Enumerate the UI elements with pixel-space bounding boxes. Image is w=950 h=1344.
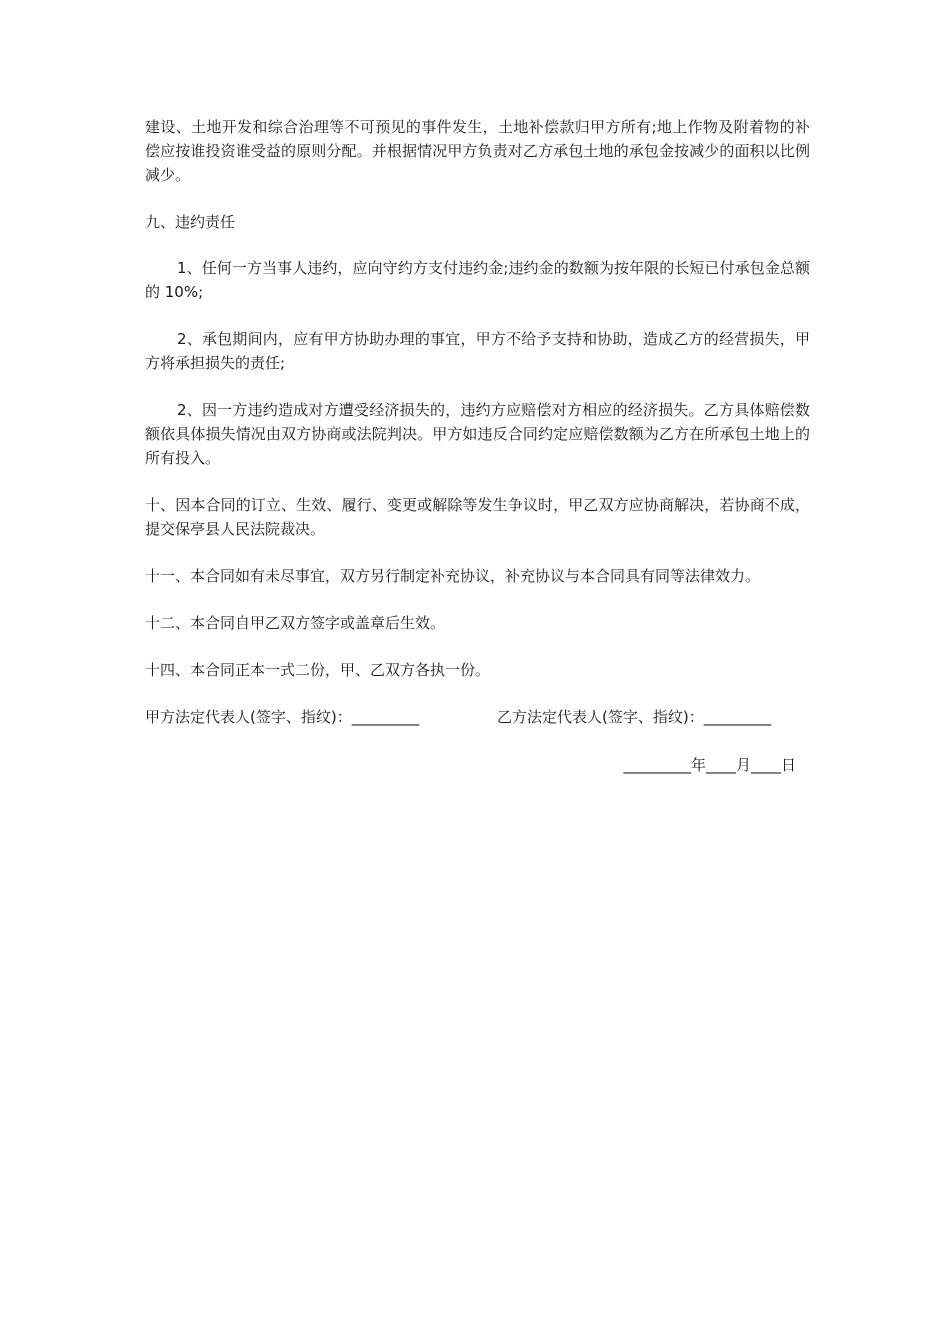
paragraph-continuation: 建设、土地开发和综合治理等不可预见的事件发生，土地补偿款归甲方所有;地上作物及附着物的补偿应按谁投资谁受益的原则分配。并根据情况甲方负责对乙方承包土地的承包金按减少的面积以比例减少。 bbox=[145, 118, 810, 184]
clause-9-1: 1、任何一方当事人违约，应向守约方支付违约金;违约金的数额为按年限的长短已付承包金总额的 10%; bbox=[145, 259, 810, 301]
party-b-signature-line: 乙方法定代表人(签字、指纹)：_________ bbox=[497, 708, 772, 726]
section-ten-dispute: 十、因本合同的订立、生效、履行、变更或解除等发生争议时，甲乙双方应协商解决，若协商不成，提交保亭县人民法院裁决。 bbox=[145, 496, 810, 538]
section-heading-breach-liability: 九、违约责任 bbox=[145, 213, 236, 231]
section-fourteen-copies: 十四、本合同正本一式二份，甲、乙双方各执一份。 bbox=[145, 661, 491, 679]
date-line: _________年____月____日 bbox=[623, 756, 796, 774]
signature-row bbox=[145, 705, 810, 729]
clause-9-2b: 2、因一方违约造成对方遭受经济损失的，违约方应赔偿对方相应的经济损失。乙方具体赔偿数额依具体损失情况由双方协商或法院判决。甲方如违反合同约定应赔偿数额为乙方在所承包土地上的所有投入。 bbox=[145, 401, 810, 467]
section-twelve-effective: 十二、本合同自甲乙双方签字或盖章后生效。 bbox=[145, 614, 446, 632]
party-a-signature-line: 甲方法定代表人(签字、指纹)：_________ bbox=[145, 708, 420, 726]
date-row bbox=[145, 753, 810, 777]
section-eleven-supplement: 十一、本合同如有未尽事宜，双方另行制定补充协议，补充协议与本合同具有同等法律效力。 bbox=[145, 567, 761, 585]
clause-9-2a: 2、承包期间内，应有甲方协助办理的事宜，甲方不给予支持和协助，造成乙方的经营损失，甲方将承担损失的责任; bbox=[145, 330, 810, 372]
document-body bbox=[145, 115, 810, 777]
